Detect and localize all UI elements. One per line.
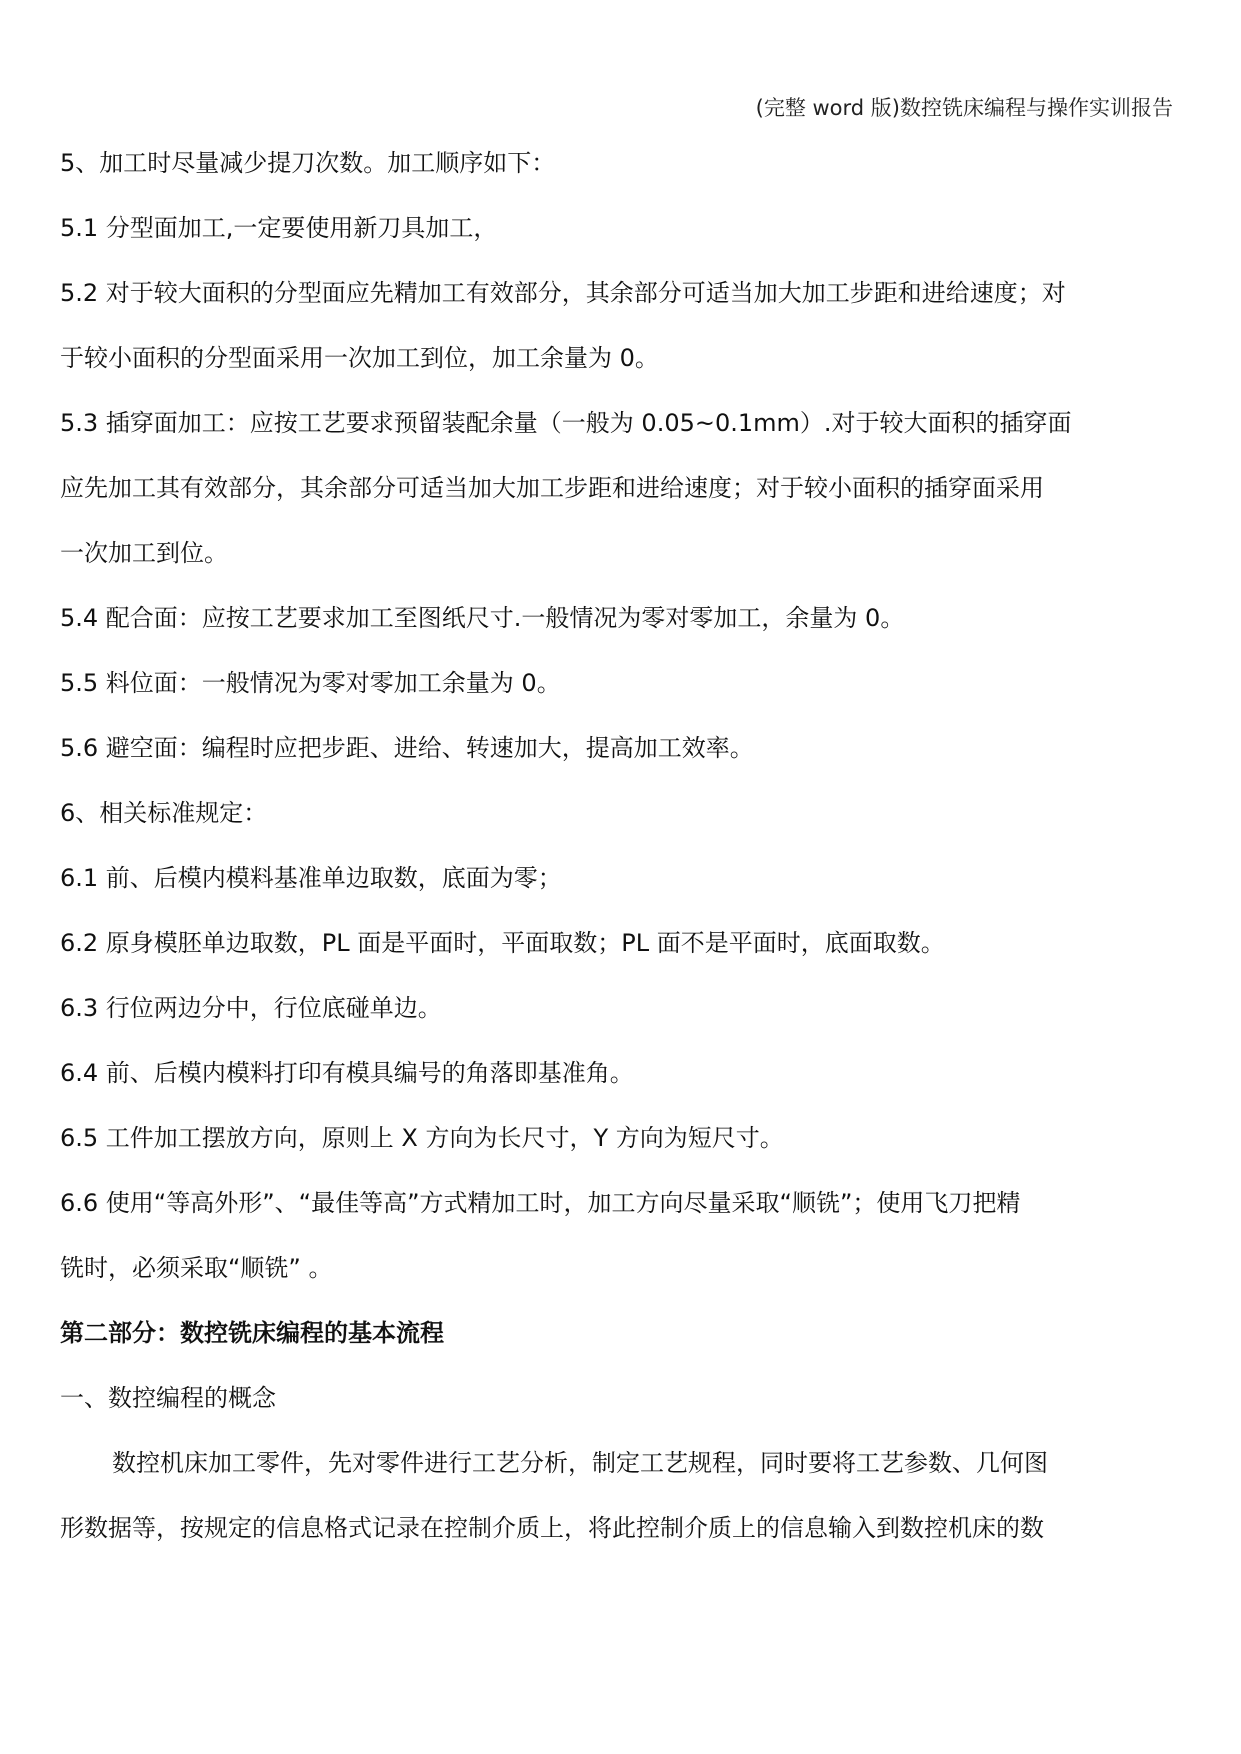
section-heading: 5、加工时尽量减少提刀次数。加工顺序如下： <box>60 149 556 177</box>
list-item: 5.2 对于较大面积的分型面应先精加工有效部分，其余部分可适当加大加工步距和进给速度；对 <box>60 279 1066 307</box>
list-item-continuation: 于较小面积的分型面采用一次加工到位，加工余量为 0。 <box>60 344 659 372</box>
list-item: 5.4 配合面：应按工艺要求加工至图纸尺寸.一般情况为零对零加工，余量为 0。 <box>60 604 905 632</box>
document-body <box>60 131 1185 1561</box>
part-title: 第二部分：数控铣床编程的基本流程 <box>60 1319 444 1347</box>
list-item-continuation: 应先加工其有效部分，其余部分可适当加大加工步距和进给速度；对于较小面积的插穿面采用 <box>60 474 1044 502</box>
list-item: 5.3 插穿面加工：应按工艺要求预留装配余量（一般为 0.05~0.1mm）.对于较大面积的插穿面 <box>60 409 1072 437</box>
list-item: 5.5 料位面：一般情况为零对零加工余量为 0。 <box>60 669 561 697</box>
list-item: 6.5 工件加工摆放方向，原则上 X 方向为长尺寸，Y 方向为短尺寸。 <box>60 1124 784 1152</box>
paragraph-line: 形数据等，按规定的信息格式记录在控制介质上，将此控制介质上的信息输入到数控机床的数 <box>60 1514 1044 1542</box>
list-item-continuation: 铣时，必须采取“顺铣” 。 <box>60 1254 333 1282</box>
paragraph-line: 数控机床加工零件，先对零件进行工艺分析，制定工艺规程，同时要将工艺参数、几何图 <box>112 1449 1048 1477</box>
list-item: 5.1 分型面加工,一定要使用新刀具加工， <box>60 214 498 242</box>
list-item: 6.2 原身模胚单边取数，PL 面是平面时，平面取数；PL 面不是平面时，底面取数。 <box>60 929 945 957</box>
list-item: 5.6 避空面：编程时应把步距、进给、转速加大，提高加工效率。 <box>60 734 754 762</box>
document-header: (完整 word 版)数控铣床编程与操作实训报告 <box>755 96 1173 120</box>
list-item-continuation: 一次加工到位。 <box>60 539 228 567</box>
list-item: 6.4 前、后模内模料打印有模具编号的角落即基准角。 <box>60 1059 634 1087</box>
list-item: 6.1 前、后模内模料基准单边取数，底面为零； <box>60 864 562 892</box>
list-item: 6.6 使用“等高外形”、“最佳等高”方式精加工时，加工方向尽量采取“顺铣”；使用飞刀把精 <box>60 1189 1021 1217</box>
list-item: 6.3 行位两边分中，行位底碰单边。 <box>60 994 442 1022</box>
section-heading: 6、相关标准规定： <box>60 799 268 827</box>
subsection-heading: 一、数控编程的概念 <box>60 1384 276 1412</box>
